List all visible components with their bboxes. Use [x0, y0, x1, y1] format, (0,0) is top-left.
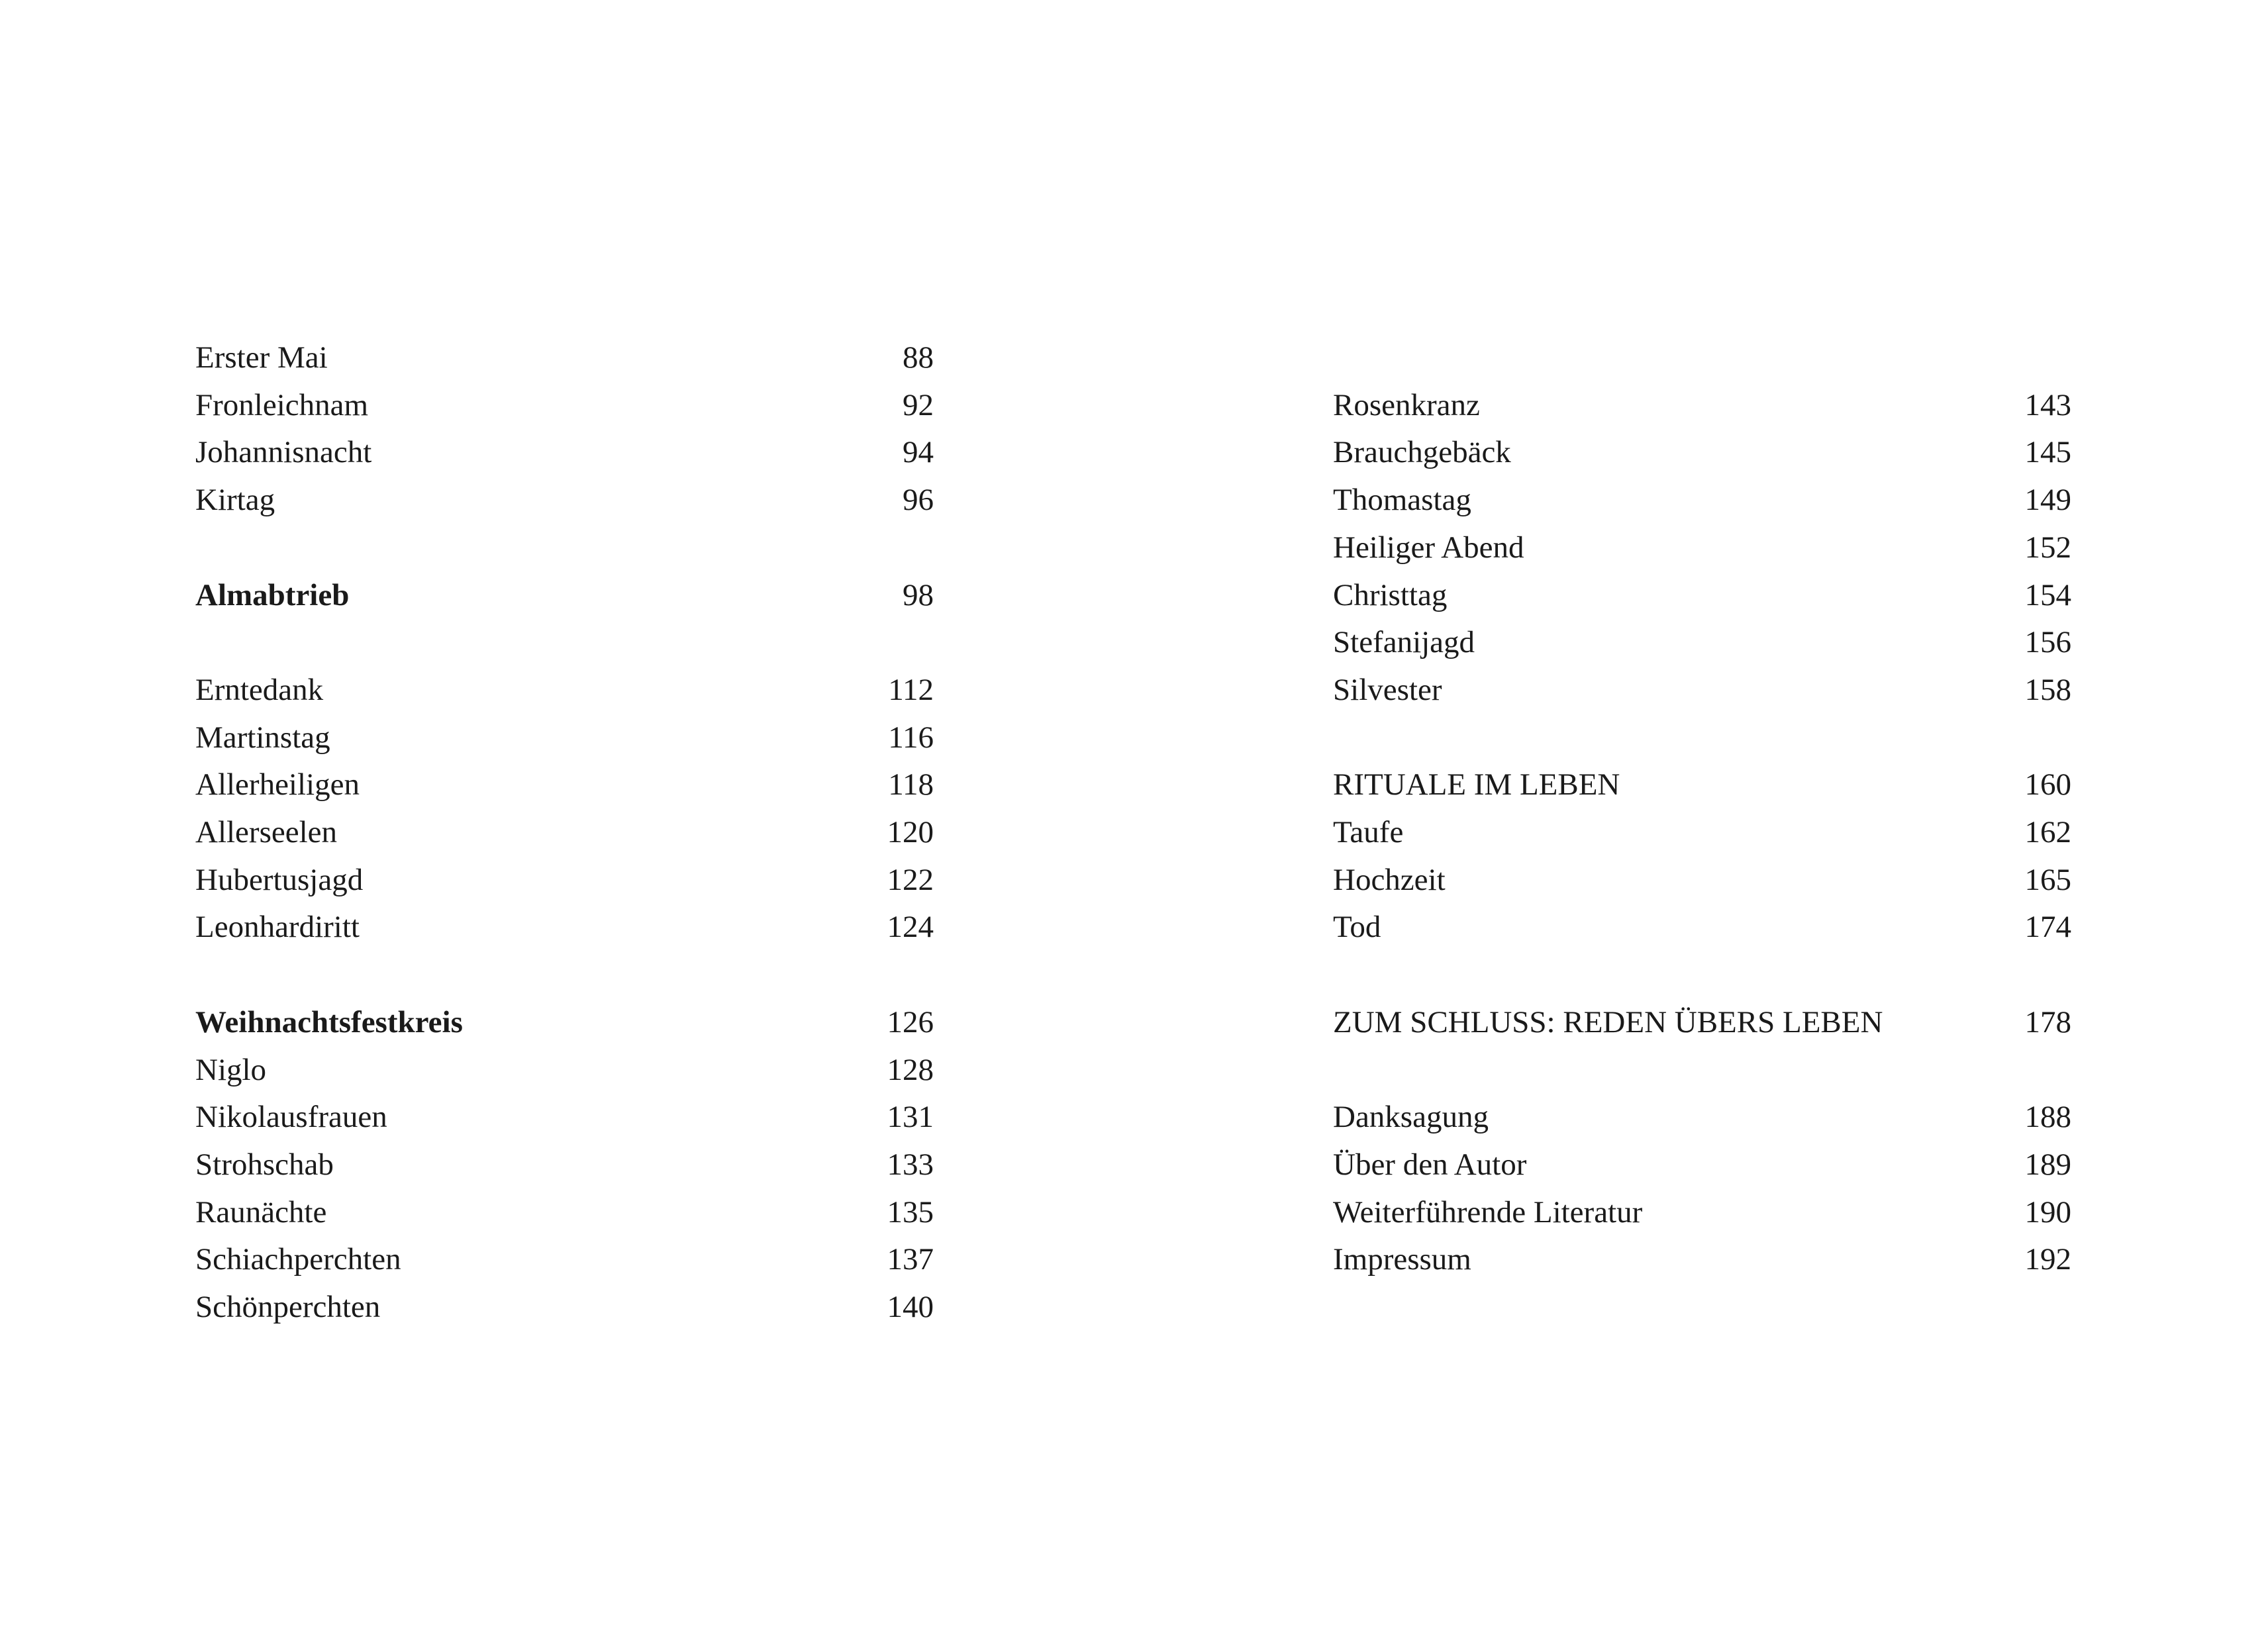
toc-entry-page-number: 143: [2024, 387, 2071, 422]
toc-entry-stefanijagd: [1333, 618, 2071, 666]
toc-entry-danksagung: [1333, 1093, 2071, 1141]
toc-entry-page-number: 96: [903, 483, 934, 518]
toc-entry-page-number: 120: [887, 815, 934, 849]
toc-entry-title: Brauchgebäck: [1333, 435, 1511, 470]
toc-entry-strohschab: [195, 1141, 934, 1188]
toc-entry-title: Silvester: [1333, 672, 1442, 707]
toc-entry-fronleichnam: [195, 381, 934, 429]
toc-entry-page-number: 128: [887, 1052, 934, 1087]
toc-entry-title: Weiterführende Literatur: [1333, 1194, 1643, 1230]
toc-entry-page-number: 190: [2024, 1194, 2071, 1230]
toc-entry-title: Thomastag: [1333, 483, 1471, 518]
toc-entry-title: Almabtrieb: [195, 577, 350, 612]
toc-entry-title: Schiachperchten: [195, 1242, 401, 1277]
toc-entry-title: Taufe: [1333, 815, 1404, 849]
toc-entry-title: Schönperchten: [195, 1290, 381, 1324]
toc-entry-title: Raunächte: [195, 1194, 327, 1230]
toc-entry-title: Impressum: [1333, 1242, 1471, 1277]
toc-entry-page-number: 156: [2024, 625, 2071, 660]
toc-entry-weihnachtsfestkreis: [195, 998, 934, 1046]
toc-entry-page-number: 98: [903, 577, 934, 612]
toc-entry-title: Allerheiligen: [195, 767, 360, 802]
toc-entry-page-number: 152: [2024, 530, 2071, 565]
toc-entry-page-number: 149: [2024, 483, 2071, 518]
toc-entry-weiterfuhrende-literatur: [1333, 1188, 2071, 1236]
toc-entry-erntedank: [195, 666, 934, 714]
toc-entry-johannisnacht: [195, 428, 934, 476]
toc-entry-title: RITUALE IM LEBEN: [1333, 767, 1620, 802]
toc-entry-page-number: 116: [888, 720, 934, 755]
toc-entry-page-number: 94: [903, 435, 934, 470]
toc-entry-title: Hochzeit: [1333, 862, 1446, 897]
toc-entry-silvester: [1333, 666, 2071, 714]
toc-entry-page-number: 131: [887, 1100, 934, 1135]
toc-entry-nikolausfrauen: [195, 1093, 934, 1141]
toc-entry-page-number: 178: [2024, 1004, 2071, 1039]
toc-entry-page-number: 192: [2024, 1242, 2071, 1277]
toc-entry-page-number: 133: [887, 1147, 934, 1182]
toc-entry-tod: [1333, 903, 2071, 951]
toc-entry-niglo: [195, 1046, 934, 1094]
toc-entry-title: Nikolausfrauen: [195, 1100, 387, 1135]
toc-entry-page-number: 118: [888, 767, 934, 802]
toc-entry-christtag: [1333, 571, 2071, 619]
toc-entry-page-number: 189: [2024, 1147, 2071, 1182]
toc-entry-rituale-im-leben: [1333, 761, 2071, 808]
toc-entry-page-number: 162: [2024, 815, 2071, 849]
toc-entry-title: Fronleichnam: [195, 387, 369, 422]
toc-entry-title: Strohschab: [195, 1147, 334, 1182]
toc-entry-allerseelen: [195, 808, 934, 856]
toc-entry-title: Weihnachtsfestkreis: [195, 1004, 463, 1039]
toc-entry-page-number: 124: [887, 910, 934, 945]
toc-entry-kirtag: [195, 476, 934, 524]
toc-entry-leonhardiritt: [195, 903, 934, 951]
toc-entry-title: Erster Mai: [195, 340, 328, 375]
toc-entry-uber-den-autor: [1333, 1141, 2071, 1188]
toc-entry-page-number: 135: [887, 1194, 934, 1230]
toc-entry-title: Allerseelen: [195, 815, 338, 849]
toc-entry-allerheiligen: [195, 761, 934, 808]
toc-entry-title: Danksagung: [1333, 1100, 1489, 1135]
toc-entry-page-number: 174: [2024, 910, 2071, 945]
toc-entry-hubertusjagd: [195, 856, 934, 904]
toc-entry-title: Kirtag: [195, 483, 275, 518]
toc-entry-page-number: 140: [887, 1290, 934, 1324]
toc-entry-page-number: 154: [2024, 577, 2071, 612]
toc-entry-zum-schluss-reden-ubers-leben: [1333, 998, 2071, 1046]
toc-entry-taufe: [1333, 808, 2071, 856]
toc-entry-title: Tod: [1333, 910, 1381, 945]
toc-entry-page-number: 165: [2024, 862, 2071, 897]
toc-entry-title: Heiliger Abend: [1333, 530, 1524, 565]
toc-entry-schiachperchten: [195, 1235, 934, 1283]
toc-entry-raunachte: [195, 1188, 934, 1236]
toc-entry-title: Hubertusjagd: [195, 862, 364, 897]
toc-entry-thomastag: [1333, 476, 2071, 524]
toc-entry-almabtrieb: [195, 571, 934, 619]
toc-entry-schonperchten: [195, 1283, 934, 1331]
toc-entry-title: Über den Autor: [1333, 1147, 1527, 1182]
toc-entry-rosenkranz: [1333, 381, 2071, 429]
toc-entry-title: Martinstag: [195, 720, 330, 755]
toc-entry-page-number: 122: [887, 862, 934, 897]
toc-entry-title: Leonhardiritt: [195, 910, 360, 945]
toc-entry-title: Stefanijagd: [1333, 625, 1475, 660]
toc-entry-title: Niglo: [195, 1052, 267, 1087]
toc-entry-title: Johannisnacht: [195, 435, 372, 470]
toc-entry-page-number: 112: [888, 672, 934, 707]
toc-entry-page-number: 137: [887, 1242, 934, 1277]
toc-entry-page-number: 92: [903, 387, 934, 422]
toc-entry-title: Erntedank: [195, 672, 324, 707]
toc-entry-page-number: 188: [2024, 1100, 2071, 1135]
toc-entry-page-number: 88: [903, 340, 934, 375]
toc-entry-page-number: 158: [2024, 672, 2071, 707]
toc-entry-martinstag: [195, 714, 934, 761]
toc-entry-erster-mai: [195, 334, 934, 381]
toc-entry-title: Rosenkranz: [1333, 387, 1480, 422]
toc-entry-hochzeit: [1333, 856, 2071, 904]
toc-entry-page-number: 160: [2024, 767, 2071, 802]
toc-entry-page-number: 126: [887, 1004, 934, 1039]
toc-entry-brauchgeback: [1333, 428, 2071, 476]
toc-entry-title: Christtag: [1333, 577, 1448, 612]
toc-entry-heiliger-abend: [1333, 524, 2071, 571]
toc-entry-impressum: [1333, 1235, 2071, 1283]
toc-entry-page-number: 145: [2024, 435, 2071, 470]
toc-entry-title: ZUM SCHLUSS: REDEN ÜBERS LEBEN: [1333, 1004, 1883, 1039]
